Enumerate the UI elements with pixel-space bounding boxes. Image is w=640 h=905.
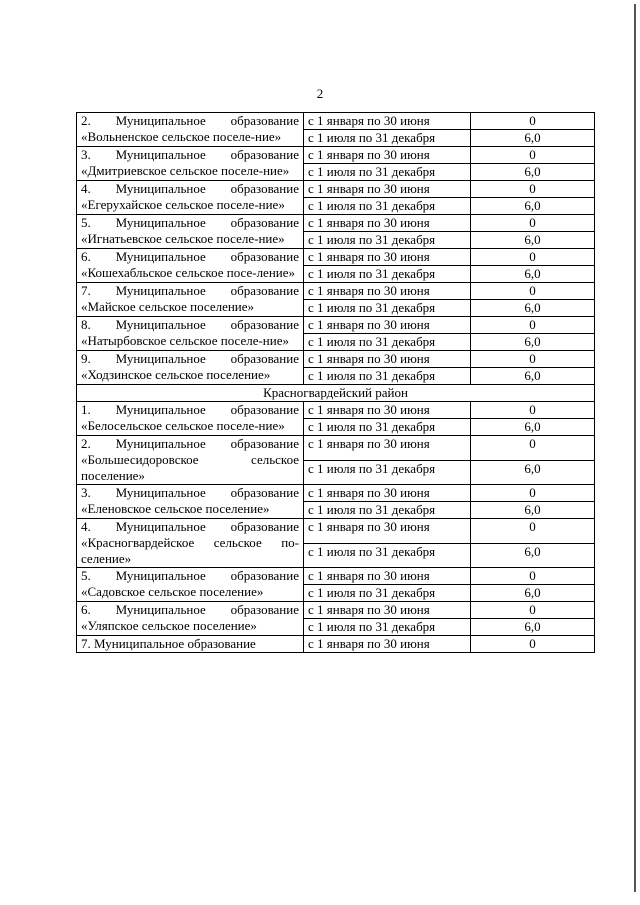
municipality-name: 8. Муниципальное образование «Натырбовское сельское поселе-ние» [77,317,304,351]
period-first-half: с 1 января по 30 июня [304,181,471,198]
period-first-half: с 1 января по 30 июня [304,402,471,419]
period-first-half: с 1 января по 30 июня [304,568,471,585]
rate-second-half: 6,0 [471,368,595,385]
period-first-half: с 1 января по 30 июня [304,113,471,130]
rate-second-half: 6,0 [471,232,595,249]
rate-first-half: 0 [471,402,595,419]
rate-second-half: 6,0 [471,460,595,485]
table-row [77,402,595,419]
page-number: 2 [316,86,324,101]
municipality-name: 3. Муниципальное образование «Еленовское сельское поселение» [77,485,304,519]
period-second-half: с 1 июля по 31 декабря [304,619,471,636]
municipality-name: 9. Муниципальное образование «Ходзинское сельское поселение» [77,351,304,385]
rate-first-half: 0 [471,113,595,130]
rate-first-half: 0 [471,181,595,198]
period-first-half: с 1 января по 30 июня [304,147,471,164]
period-second-half: с 1 июля по 31 декабря [304,164,471,181]
table-row [77,602,595,619]
period-second-half: с 1 июля по 31 декабря [304,266,471,283]
table-row [77,181,595,198]
period-first-half: с 1 января по 30 июня [304,351,471,368]
municipality-name: 7. Муниципальное образование [77,636,304,653]
rate-first-half: 0 [471,519,595,544]
rate-second-half: 6,0 [471,619,595,636]
period-second-half: с 1 июля по 31 декабря [304,130,471,147]
table-row [77,215,595,232]
municipality-name: 6. Муниципальное образование «Уляпское сельское поселение» [77,602,304,636]
period-first-half: с 1 января по 30 июня [304,636,471,653]
period-first-half: с 1 января по 30 июня [304,602,471,619]
municipality-name: 5. Муниципальное образование «Игнатьевское сельское поселе-ние» [77,215,304,249]
table-row [77,436,595,461]
municipality-name: 3. Муниципальное образование «Дмитриевское сельское поселе-ние» [77,147,304,181]
period-second-half: с 1 июля по 31 декабря [304,300,471,317]
municipality-name: 2. Муниципальное образование «Вольненское сельское поселе-ние» [77,113,304,147]
table-row [77,636,595,653]
rate-second-half: 6,0 [471,164,595,181]
district-name: Красногвардейский район [77,385,595,402]
rates-table-body [77,113,595,653]
table-row [77,249,595,266]
municipality-name: 7. Муниципальное образование «Майское сельское поселение» [77,283,304,317]
table-row [77,113,595,130]
period-second-half: с 1 июля по 31 декабря [304,232,471,249]
period-first-half: с 1 января по 30 июня [304,436,471,461]
period-second-half: с 1 июля по 31 декабря [304,419,471,436]
period-first-half: с 1 января по 30 июня [304,519,471,544]
rate-first-half: 0 [471,351,595,368]
period-first-half: с 1 января по 30 июня [304,317,471,334]
table-row [77,568,595,585]
table-row [77,519,595,544]
period-second-half: с 1 июля по 31 декабря [304,460,471,485]
period-second-half: с 1 июля по 31 декабря [304,502,471,519]
rate-first-half: 0 [471,283,595,300]
municipality-name: 4. Муниципальное образование «Красногвардейское сельское по-селение» [77,519,304,568]
rate-first-half: 0 [471,147,595,164]
table-row [77,485,595,502]
period-first-half: с 1 января по 30 июня [304,485,471,502]
rate-first-half: 0 [471,249,595,266]
period-second-half: с 1 июля по 31 декабря [304,585,471,602]
period-first-half: с 1 января по 30 июня [304,215,471,232]
table-row [77,147,595,164]
rate-second-half: 6,0 [471,300,595,317]
municipality-name: 1. Муниципальное образование «Белосельское сельское поселе-ние» [77,402,304,436]
rate-second-half: 6,0 [471,266,595,283]
rate-second-half: 6,0 [471,543,595,568]
table-row [77,351,595,368]
rate-first-half: 0 [471,436,595,461]
rate-second-half: 6,0 [471,419,595,436]
district-header-row [77,385,595,402]
period-second-half: с 1 июля по 31 декабря [304,543,471,568]
period-second-half: с 1 июля по 31 декабря [304,334,471,351]
rate-first-half: 0 [471,485,595,502]
rate-second-half: 6,0 [471,334,595,351]
rate-first-half: 0 [471,602,595,619]
period-first-half: с 1 января по 30 июня [304,249,471,266]
rate-second-half: 6,0 [471,130,595,147]
rate-second-half: 6,0 [471,502,595,519]
rate-first-half: 0 [471,215,595,232]
table-row [77,317,595,334]
municipality-name: 6. Муниципальное образование «Кошехабльское сельское посе-ление» [77,249,304,283]
rate-first-half: 0 [471,636,595,653]
period-first-half: с 1 января по 30 июня [304,283,471,300]
municipality-name: 5. Муниципальное образование «Садовское сельское поселение» [77,568,304,602]
rate-second-half: 6,0 [471,585,595,602]
rate-first-half: 0 [471,568,595,585]
rate-second-half: 6,0 [471,198,595,215]
page-edge-line [634,4,636,892]
municipality-name: 2. Муниципальное образование «Большесидоровское сельское поселение» [77,436,304,485]
period-second-half: с 1 июля по 31 декабря [304,368,471,385]
municipality-name: 4. Муниципальное образование «Егерухайское сельское поселе-ние» [77,181,304,215]
period-second-half: с 1 июля по 31 декабря [304,198,471,215]
rate-first-half: 0 [471,317,595,334]
table-row [77,283,595,300]
rates-table [76,112,595,653]
